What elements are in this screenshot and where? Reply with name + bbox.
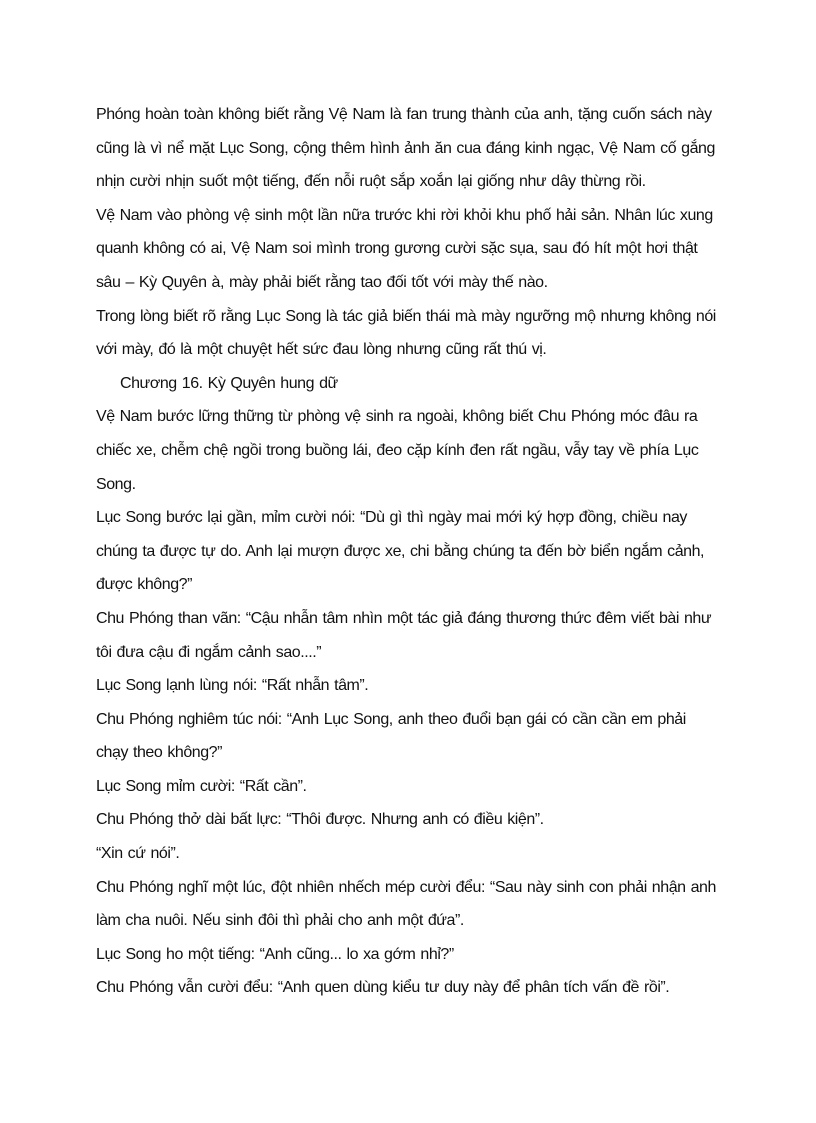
paragraph-dialogue: Chu Phóng nghiêm túc nói: “Anh Lục Song, anh theo đuổi bạn gái có cần cần em phải chạy theo không?” [96, 710, 686, 762]
paragraph-continuation: Phóng hoàn toàn không biết rằng Vệ Nam là fan trung thành của anh, tặng cuốn sách này cũng là vì nể mặt Lục Song, cộng thêm hình ảnh ăn cua đáng kinh ngạc, Vệ Nam cố gắng nhịn cười nhịn suốt một tiếng, đến nỗi ruột sắp xoắn lại giống như dây thừng rồi. [96, 106, 715, 191]
paragraph-dialogue: Lục Song lạnh lùng nói: “Rất nhẫn tâm”. [96, 677, 369, 695]
paragraph-car: Vệ Nam bước lững thững từ phòng vệ sinh ra ngoài, không biết Chu Phóng móc đâu ra chiếc xe, chễm chệ ngồi trong buồng lái, đeo cặp kính đen rất ngầu, vẫy tay về phía Lục Song. [96, 408, 699, 493]
chapter-heading: Chương 16. Kỳ Quyên hung dữ [120, 374, 338, 392]
paragraph-restroom: Vệ Nam vào phòng vệ sinh một lần nữa trước khi rời khỏi khu phố hải sản. Nhân lúc xung quanh không có ai, Vệ Nam soi mình trong gương cười sặc sụa, sau đó hít một hơi thật sâu – Kỳ Quyên à, mày phải biết rằng tao đối tốt với mày thế nào. [96, 206, 713, 291]
paragraph-dialogue: Lục Song ho một tiếng: “Anh cũng... lo xa gớm nhỉ?” [96, 945, 454, 963]
paragraph-dialogue: Chu Phóng than vãn: “Cậu nhẫn tâm nhìn một tác giả đáng thương thức đêm viết bài như tôi đưa cậu đi ngắm cảnh sao....” [96, 609, 712, 661]
paragraph-dialogue: Chu Phóng nghĩ một lúc, đột nhiên nhếch mép cười đểu: “Sau này sinh con phải nhận anh làm cha nuôi. Nếu sinh đôi thì phải cho anh một đứa”. [96, 878, 716, 930]
paragraph-inner-thought: Trong lòng biết rõ rằng Lục Song là tác giả biến thái mà mày ngưỡng mộ nhưng không nói với mày, đó là một chuyệt hết sức đau lòng nhưng cũng rất thú vị. [96, 307, 716, 359]
paragraph-dialogue: Lục Song bước lại gần, mỉm cười nói: “Dù gì thì ngày mai mới ký hợp đồng, chiều nay chúng ta được tự do. Anh lại mượn được xe, chi bằng chúng ta đến bờ biển ngắm cảnh, được không?” [96, 509, 705, 594]
paragraph-dialogue: “Xin cứ nói”. [96, 845, 180, 863]
paragraph-dialogue: Lục Song mỉm cười: “Rất cần”. [96, 777, 307, 795]
paragraph-dialogue: Chu Phóng thở dài bất lực: “Thôi được. Nhưng anh có điều kiện”. [96, 811, 544, 829]
paragraph-dialogue: Chu Phóng vẫn cười đểu: “Anh quen dùng kiểu tư duy này để phân tích vấn đề rồi”. [96, 979, 670, 997]
document-page [96, 98, 716, 1005]
